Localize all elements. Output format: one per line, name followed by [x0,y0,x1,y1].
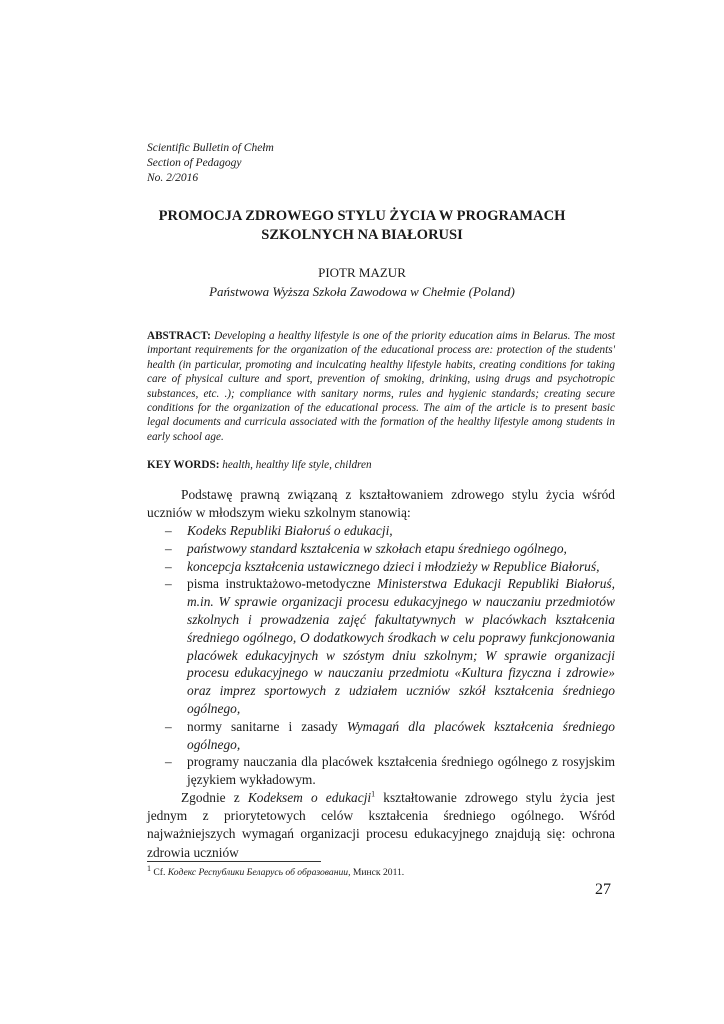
author-affiliation: Państwowa Wyższa Szkoła Zawodowa w Chełmie (Poland) [209,284,515,299]
abstract [147,329,615,444]
list-item: – normy sanitarne i zasady Wymagań dla placówek kształcenia średniego ogólnego, [165,718,615,752]
list-item: – pisma instruktażowo-metodyczne Ministerstwa Edukacji Republiki Białoruś, m.in. W sprawie organizacji procesu edukacyjnego w nauczaniu przedmiotów szkolnych i prowadzenia zajęć fakultatywnych w placówkach kształcenia średniego ogólnego, O dodatkowych środkach w celu poprawy funkcjonowania placówek edukacyjnych w szóstym dniu szkolnym; W sprawie organizacji procesu edukacyjnego w nauczaniu przedmiotu «Kultura fizyczna i zdrowie» oraz imprez sportowych z udziałem uczniów szkół kształcenia średniego ogólnego, [165,576,615,716]
keywords [147,458,615,472]
journal-header [147,141,274,186]
author-name: PIOTR MAZUR [318,265,406,280]
list-item: – państwowy standard kształcenia w szkołach etapu średniego ogólnego, [165,540,567,556]
legal-documents-list [165,522,615,789]
article-title [130,207,594,245]
journal-name: Scientific Bulletin of Chełm [147,142,274,154]
footnote: $^1$ Cf. Кодекс Республики Беларусь об образовании, Минск 2011. [147,863,405,878]
title-line-2: SZKOLNYCH NA BIAŁORUSI [261,227,463,243]
list-item: – Kodeks Republiki Białoruś o edukacji, [165,523,393,538]
journal-section: Section of Pedagogy [147,157,242,169]
footnote-ref: 1 [371,789,376,799]
footnote-number: 1 [147,863,151,873]
footnote-divider [147,861,321,862]
journal-issue: No. 2/2016 [147,172,199,184]
paragraph-main: Zgodnie z Kodeksem o edukacji$^1$ kształtowanie zdrowego stylu życia jest jednym z priorytetowych celów kształcenia średniego ogólnego. Wśród najważniejszych wymagań organizacji procesu edukacyjnego znajdują się: ochrona zdrowia uczniów [147,789,616,860]
list-item: – koncepcja kształcenia ustawicznego dzieci i młodzieży w Republice Białoruś, [165,558,600,574]
abstract-text: Developing a healthy lifestyle is one of the priority education aims in Belarus. The most important requirements for the organization of the educational process are: protection of the students' health (in particular, promoting and inculcating healthy lifestyle habits, creating conditions for taking care of physical culture and sport, prevention of smoking, drinking, using drugs and psychotropic substances, etc. .); compliance with sanitary norms, rules and hygienic standards; creating secure conditions for the organization of the educational process. The aim of the article is to present basic legal documents and curricula associated with the formation of the healthy lifestyle among students in early school age. [147,330,615,443]
keywords-text: health, healthy life style, children [222,459,372,471]
list-item: – programy nauczania dla placówek kształcenia średniego ogólnego z rosyjskim językiem wykładowym. [165,754,615,788]
abstract-label: ABSTRACT: [147,330,211,342]
title-line-1: PROMOCJA ZDROWEGO STYLU ŻYCIA W PROGRAMACH [158,208,566,224]
keywords-label: KEY WORDS: [147,459,220,471]
page-number: 27 [595,881,611,898]
paragraph-intro: Podstawę prawną związaną z kształtowaniem zdrowego stylu życia wśród uczniów w młodszym wieku szkolnym stanowią: [147,487,615,521]
